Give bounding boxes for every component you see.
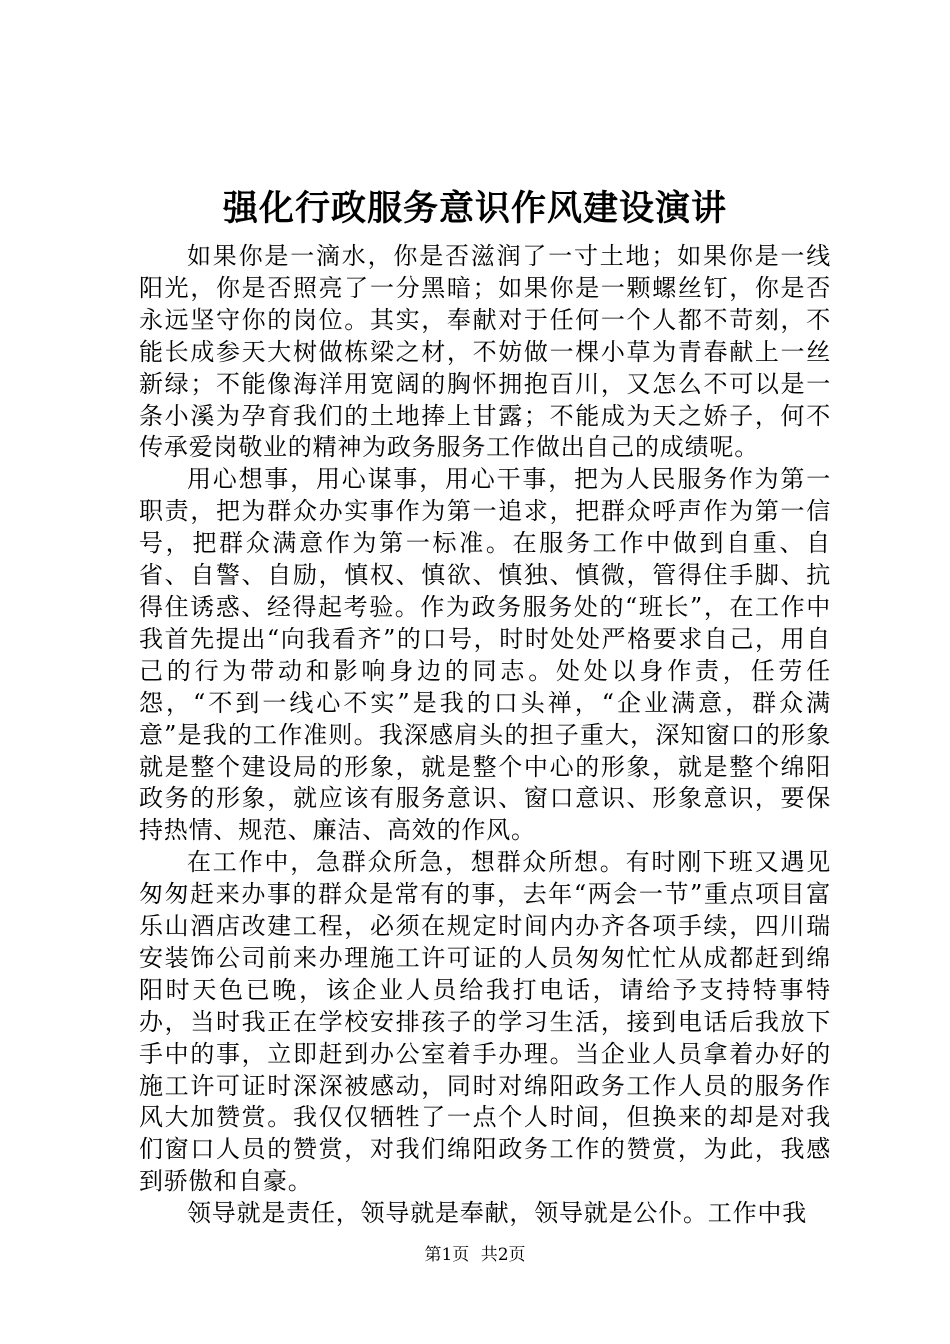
paragraph-3: 在工作中，急群众所急，想群众所想。有时刚下班又遇见匆匆赶来办事的群众是常有的事，去年“两会一节”重点项目富乐山酒店改建工程，必须在规定时间内办齐各项手续，四川瑞安装饰公司前来办理施工许可证的人员匆匆忙忙从成都赶到绵阳时天色已晚，该企业人员给我打电话，请给予支持特事特办，当时我正在学校安排孩子的学习生活，接到电话后我放下手中的事，立即赶到办公室着手办理。当企业人员拿着办好的施工许可证时深深被感动，同时对绵阳政务工作人员的服务作风大加赞赏。我仅仅牺牲了一点个人时间，但换来的却是对我们窗口人员的赞赏，对我们绵阳政务工作的赞赏，为此，我感到骄傲和自豪。	[139, 848, 831, 1196]
paragraph-4: 领导就是责任，领导就是奉献，领导就是公仆。工作中我	[187, 1199, 807, 1228]
paragraph-1: 如果你是一滴水，你是否滋润了一寸土地；如果你是一线阳光，你是否照亮了一分黑暗；如果你是一颗螺丝钉，你是否永远坚守你的岗位。其实，奉献对于任何一个人都不苛刻，不能长成参天大树做栋梁之材，不妨做一棵小草为青春献上一丝新绿；不能像海洋用宽阔的胸怀拥抱百川，又怎么不可以是一条小溪为孕育我们的土地捧上甘露；不能成为天之娇子，何不传承爱岗敬业的精神为政务服务工作做出自己的成绩呢。	[139, 242, 831, 462]
page-number-total: 共2页	[480, 1245, 526, 1265]
page-footer	[0, 1244, 950, 1266]
document-body	[139, 241, 831, 1230]
paragraph-2: 用心想事，用心谋事，用心干事，把为人民服务作为第一职责，把为群众办实事作为第一追求，把群众呼声作为第一信号，把群众满意作为第一标准。在服务工作中做到自重、自省、自警、自励，慎权、慎欲、慎独、慎微，管得住手脚、抗得住诱惑、经得起考验。作为政务服务处的“班长”，在工作中我首先提出“向我看齐”的口号，时时处处严格要求自己，用自己的行为带动和影响身边的同志。处处以身作责，任劳任怨，“不到一线心不实”是我的口头禅，“企业满意，群众满意”是我的工作准则。我深感肩头的担子重大，深知窗口的形象就是整个建设局的形象，就是整个中心的形象，就是整个绵阳政务的形象，就应该有服务意识、窗口意识、形象意识，要保持热情、规范、廉洁、高效的作风。	[139, 465, 831, 845]
page-number-current: 第1页	[424, 1245, 470, 1265]
document-title: 强化行政服务意识作风建设演讲	[222, 188, 727, 229]
